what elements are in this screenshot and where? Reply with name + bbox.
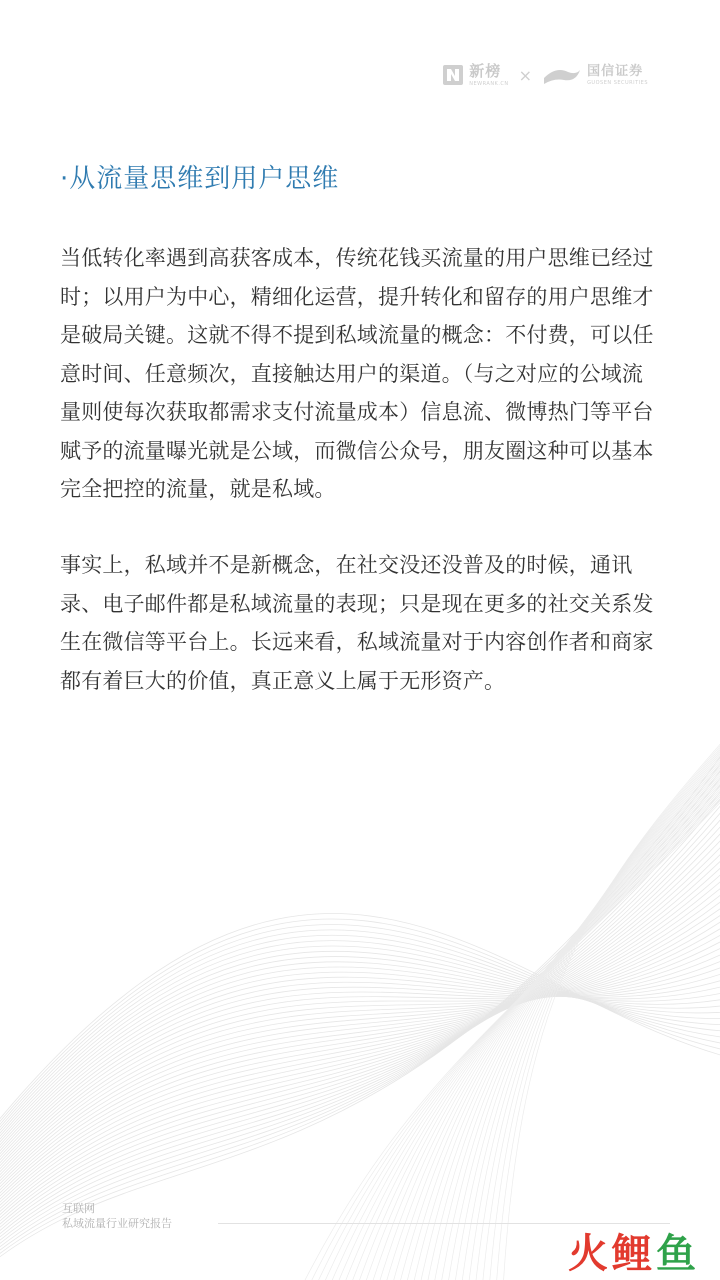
footer-divider <box>218 1223 670 1224</box>
logo-separator: × <box>518 65 533 85</box>
watermark-char-3: 鱼 <box>656 1231 696 1277</box>
wave-line <box>0 708 720 1280</box>
wave-line <box>412 726 720 1280</box>
footer-report-name <box>62 1201 172 1231</box>
section-title: ·从流量思维到用户思维 <box>60 164 340 194</box>
header-logos <box>442 60 648 90</box>
guosen-logo-icon <box>542 64 582 86</box>
wave-line <box>0 716 720 1280</box>
guosen-logo <box>542 64 648 86</box>
footer-line-2: 私域流量行业研究报告 <box>62 1217 172 1230</box>
newrank-logo-text: 新榜 <box>469 61 502 80</box>
guosen-logo-text: 国信证券 <box>587 63 644 79</box>
wave-line <box>0 959 720 1203</box>
watermark-char-2: 鲤 <box>612 1231 652 1277</box>
newrank-logo-en: NEWRANK.CN <box>469 80 509 87</box>
wave-line <box>0 943 720 1209</box>
wave-line <box>0 862 720 1236</box>
body-paragraph-2: 事实上，私域并不是新概念，在社交没还没普及的时候，通讯录、电子邮件都是私域流量的表现；只是现在更多的社交关系发生在微信等平台上。长远来看，私域流量对于内容创作者和商家都有着巨大的价值，真正意义上属于无形资产。 <box>60 553 654 693</box>
wave-line <box>0 757 720 1271</box>
body-paragraph-1: 当低转化率遇到高获客成本，传统花钱买流量的用户思维已经过时；以用户为中心，精细化运营，提升转化和留存的用户思维才是破局关键。这就不得不提到私域流量的概念：不付费，可以任意时间、任意频次，直接触达用户的渠道。（与之对应的公域流量则使每次获取都需求支付流量成本）信息流、微博热门等平台赋予的流量曝光就是公域，而微信公众号，朋友圈这种可以基本完全把控的流量，就是私域。 <box>60 246 654 501</box>
wave-line <box>0 930 720 1177</box>
watermark-logo <box>568 1231 696 1277</box>
wave-line <box>0 886 720 1228</box>
watermark-char-1: 火 <box>568 1231 608 1277</box>
wave-line <box>391 733 720 1280</box>
wave-line <box>0 919 720 1217</box>
wave-line <box>0 919 720 1171</box>
wave-line <box>0 935 720 1179</box>
newrank-logo-icon <box>442 64 464 86</box>
wave-line <box>0 962 720 1193</box>
footer-line-1: 互联网 <box>62 1202 95 1215</box>
wave-line <box>0 805 720 1255</box>
wave-line <box>0 924 720 1174</box>
guosen-logo-en: GUOSEN SECURITIES <box>587 79 648 86</box>
wave-line <box>0 781 720 1263</box>
newrank-logo <box>442 61 509 87</box>
